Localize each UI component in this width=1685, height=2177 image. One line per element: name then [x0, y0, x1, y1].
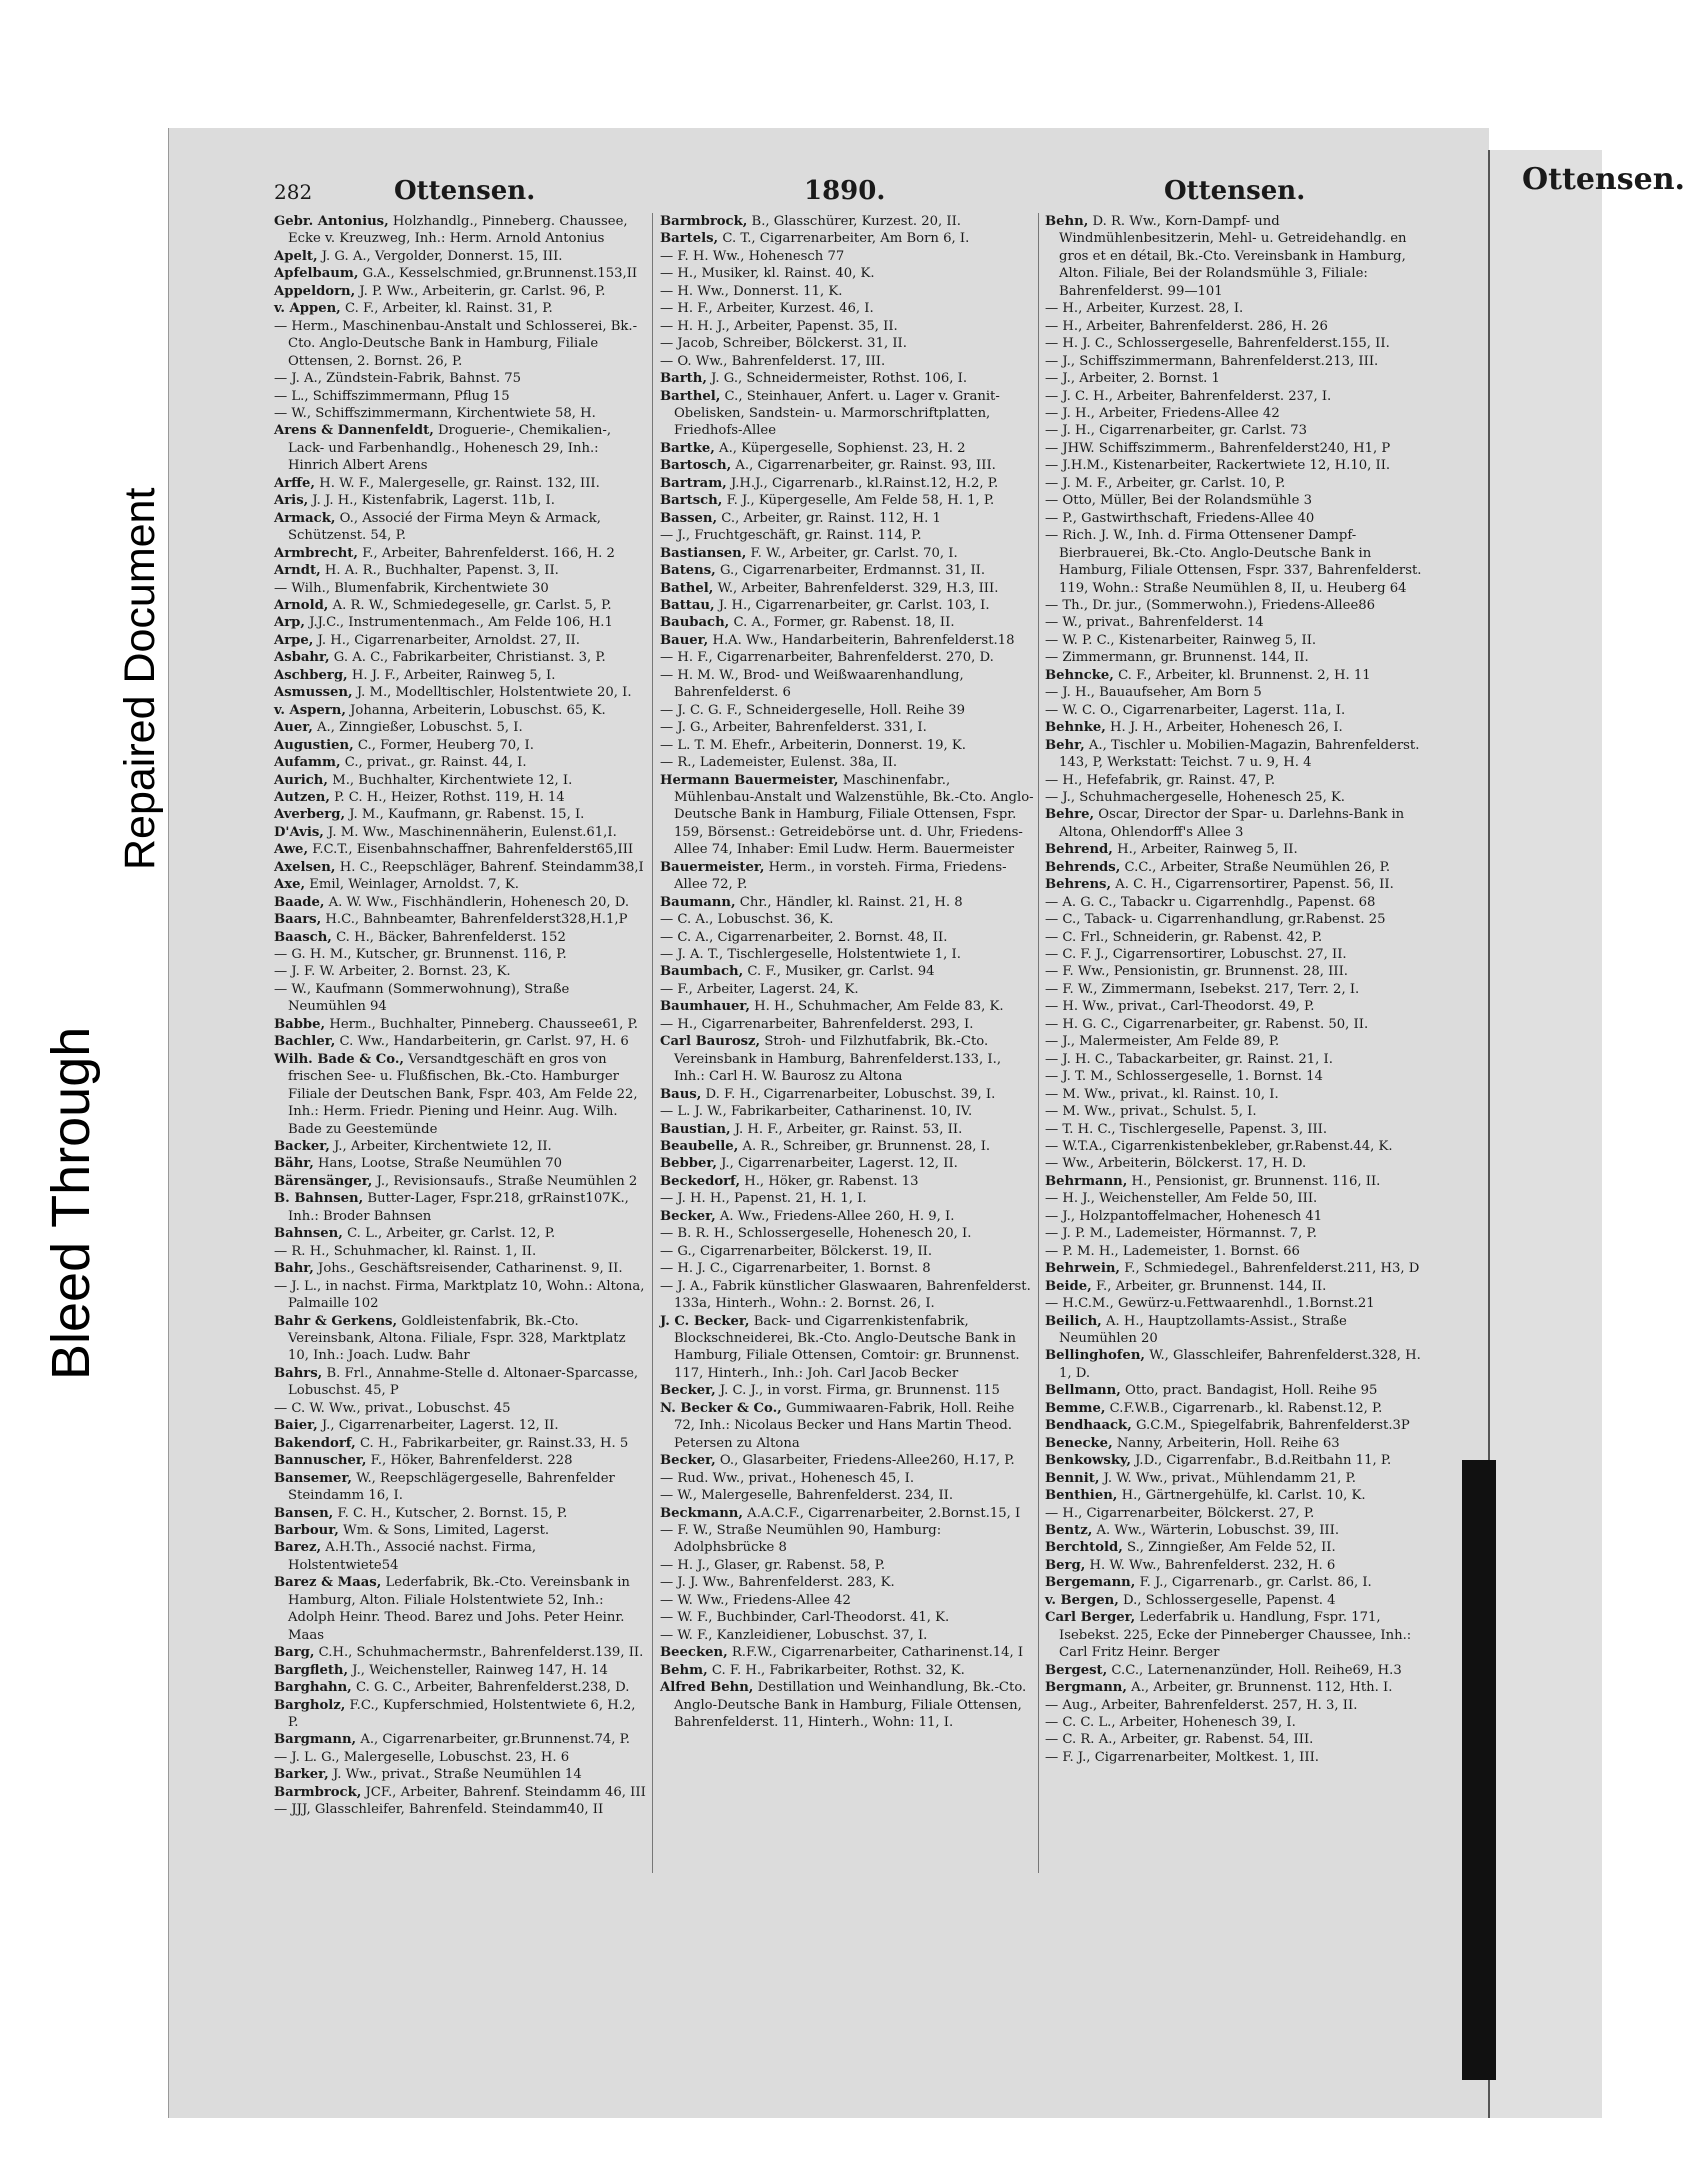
directory-entry: — A. G. C., Tabackr u. Cigarrenhdlg., Papenst. 68 [1045, 894, 1376, 910]
directory-entry: v. Bergen, D., Schlossergeselle, Papenst. 4 [1045, 1592, 1336, 1608]
directory-entry: Beide, F., Arbeiter, gr. Brunnenst. 144, II. [1045, 1278, 1327, 1294]
directory-entry: Hermann Bauermeister, Maschinenfabr., Mühlenbau-Anstalt und Walzenstühle, Bk.-Cto. Anglo-Deutsche Bank in Hamburg, Filiale Ottensen, Fspr. 159, Börsenst.: Getreidebörse unt. d. Uhr, Friedens-Allee 74, Inhaber: Emil Ludw. Herm. Bauermeister [660, 772, 1034, 858]
directory-entry: Bergest, C.C., Laternenanzünder, Holl. Reihe69, H.3 [1045, 1662, 1402, 1678]
directory-entry: Battau, J. H., Cigarrenarbeiter, gr. Carlst. 103, I. [660, 597, 990, 613]
directory-entry: Barg, C.H., Schuhmachermstr., Bahrenfelderst.139, II. [274, 1645, 644, 1661]
directory-entry: — H., Arbeiter, Bahrenfelderst. 286, H. 26 [1045, 318, 1328, 334]
directory-entry: Autzen, P. C. H., Heizer, Rothst. 119, H. 14 [274, 789, 565, 805]
directory-entry: — W. Ww., Friedens-Allee 42 [660, 1592, 851, 1608]
directory-entry: Bargfleth, J., Weichensteller, Rainweg 147, H. 14 [274, 1662, 608, 1678]
directory-entry: Bargholz, F.C., Kupferschmied, Holstentwiete 6, H.2, P. [274, 1697, 636, 1730]
directory-entry: — J. H. H., Papenst. 21, H. 1, I. [660, 1191, 867, 1207]
directory-entry: Behrwein, F., Schmiedegel., Bahrenfelderst.211, H3, D [1045, 1261, 1420, 1277]
directory-entry: Bahrs, B. Frl., Annahme-Stelle d. Altonaer-Sparcasse, Lobuschst. 45, P [274, 1365, 639, 1399]
directory-entry: Behrens, A. C. H., Cigarrensortirer, Papenst. 56, II. [1045, 877, 1394, 893]
directory-entry: — J. H., Bauaufseher, Am Born 5 [1045, 685, 1262, 701]
directory-entry: — H., Musiker, kl. Rainst. 40, K. [660, 266, 875, 282]
directory-entry: Beckmann, A.A.C.F., Cigarrenarbeiter, 2.Bornst.15, I [660, 1505, 1021, 1521]
directory-entry: — C. W. Ww., privat., Lobuschst. 45 [274, 1400, 511, 1416]
directory-entry: — J., Schiffszimmermann, Bahrenfelderst.213, III. [1045, 353, 1379, 369]
directory-entry: Baier, J., Cigarrenarbeiter, Lagerst. 12, II. [274, 1418, 559, 1434]
directory-entry: Bartels, C. T., Cigarrenarbeiter, Am Born 6, I. [660, 231, 970, 247]
directory-entry: Baumbach, C. F., Musiker, gr. Carlst. 94 [660, 964, 935, 980]
directory-entry: Barez, A.H.Th., Associé nachst. Firma, Holstentwiete54 [274, 1540, 537, 1573]
bleed-through-label: Bleed Through [41, 1026, 101, 1380]
directory-entry: Apfelbaum, G.A., Kesselschmied, gr.Brunnenst.153,II [274, 266, 638, 282]
directory-entry: — H. J., Glaser, gr. Rabenst. 58, P. [660, 1557, 886, 1573]
directory-entry: Baubach, C. A., Former, gr. Rabenst. 18, II. [660, 615, 955, 631]
directory-entry: — Otto, Müller, Bei der Rolandsmühle 3 [1045, 493, 1312, 509]
directory-entry: — J. L. G., Malergeselle, Lobuschst. 23, H. 6 [274, 1749, 570, 1765]
directory-entry: Appeldorn, J. P. Ww., Arbeiterin, gr. Carlst. 96, P. [274, 283, 606, 299]
directory-entry: — W. F., Kanzleidiener, Lobuschst. 37, I. [660, 1627, 928, 1643]
directory-entry: — F. Ww., Pensionistin, gr. Brunnenst. 28, III. [1045, 964, 1348, 980]
directory-entry: Beckedorf, H., Höker, gr. Rabenst. 13 [660, 1173, 919, 1189]
directory-entry: Beecken, R.F.W., Cigarrenarbeiter, Catharinenst.14, I [660, 1645, 1024, 1661]
directory-entry: — G. H. M., Kutscher, gr. Brunnenst. 116, P. [274, 947, 567, 963]
directory-entry: Asbahr, G. A. C., Fabrikarbeiter, Christianst. 3, P. [274, 650, 606, 666]
directory-entry: Barbour, Wm. & Sons, Limited, Lagerst. [274, 1522, 550, 1538]
directory-entry: — J., Arbeiter, 2. Bornst. 1 [1045, 371, 1220, 387]
directory-entry: — W. C. O., Cigarrenarbeiter, Lagerst. 11a, I. [1045, 702, 1346, 718]
directory-entry: — C. F. J., Cigarrensortirer, Lobuschst. 27, II. [1045, 947, 1347, 963]
directory-entry: Aufamm, C., privat., gr. Rainst. 44, I. [274, 755, 527, 771]
directory-entry: Bartosch, A., Cigarrenarbeiter, gr. Rainst. 93, III. [660, 458, 996, 474]
directory-column-2 [660, 213, 1034, 1731]
directory-entry: — Aug., Arbeiter, Bahrenfelderst. 257, H. 3, II. [1045, 1697, 1358, 1713]
directory-entry: Bannuscher, F., Höker, Bahrenfelderst. 228 [274, 1453, 573, 1469]
directory-entry: Bartsch, F. J., Küpergeselle, Am Felde 58, H. 1, P. [660, 493, 995, 509]
directory-entry: — J. H. C., Tabackarbeiter, gr. Rainst. 21, I. [1045, 1051, 1333, 1067]
directory-entry: — J. C. H., Arbeiter, Bahrenfelderst. 237, I. [1045, 388, 1332, 404]
directory-entry: — W., privat., Bahrenfelderst. 14 [1045, 615, 1264, 631]
directory-entry: — F. W., Straße Neumühlen 90, Hamburg: Adolphsbrücke 8 [660, 1522, 942, 1556]
directory-entry: Auer, A., Zinngießer, Lobuschst. 5, I. [274, 720, 523, 736]
directory-entry: Bartram, J.H.J., Cigarrenarb., kl.Rainst.12, H.2, P. [660, 475, 999, 491]
directory-entry: — Rich. J. W., Inh. d. Firma Ottensener Dampf-Bierbrauerei, Bk.-Cto. Anglo-Deutsche Bank in Hamburg, Filiale Ottensen, Fspr. 337, Bahrenfelderst. 119, Wohn.: Straße Neumühlen 8, II, u. Heuberg 64 [1045, 528, 1422, 596]
directory-entry: Aurich, M., Buchhalter, Kirchentwiete 12, I. [274, 772, 573, 788]
directory-entry: Benkowsky, J.D., Cigarrenfabr., B.d.Reitbahn 11, P. [1045, 1453, 1392, 1469]
directory-entry: — C. A., Cigarrenarbeiter, 2. Bornst. 48, II. [660, 929, 948, 945]
facing-page-strip [1508, 150, 1685, 2118]
directory-entry: J. C. Becker, Back- und Cigarrenkistenfabrik, Blockschneiderei, Bk.-Cto. Anglo-Deutsche Bank in Hamburg, Filiale Ottensen, Comtoir: gr. Brunnenst. 117, Hinterh., Inh.: Joh. Carl Jacob Becker [660, 1313, 1020, 1381]
directory-entry: Bergemann, F. J., Cigarrenarb., gr. Carlst. 86, I. [1045, 1575, 1372, 1591]
directory-entry: — H. F., Arbeiter, Kurzest. 46, I. [660, 301, 874, 317]
directory-entry: Barmbrock, B., Glasschürer, Kurzest. 20, II. [660, 214, 961, 229]
directory-entry: — H., Cigarrenarbeiter, Bölckerst. 27, P. [1045, 1505, 1315, 1521]
directory-entry: — J. T. M., Schlossergeselle, 1. Bornst. 14 [1045, 1069, 1323, 1085]
directory-entry: Apelt, J. G. A., Vergolder, Donnerst. 15, III. [274, 248, 563, 264]
directory-entry: — H.C.M., Gewürz-u.Fettwaarenhdl., 1.Bornst.21 [1045, 1296, 1375, 1312]
directory-entry: — F. H. Ww., Hohenesch 77 [660, 248, 845, 264]
right-running-title: Ottensen. [1164, 176, 1306, 206]
directory-entry: — Rud. Ww., privat., Hohenesch 45, I. [660, 1470, 915, 1486]
directory-entry: — J. P. M., Lademeister, Hörmannst. 7, P. [1045, 1226, 1317, 1242]
directory-entry: — Wilh., Blumenfabrik, Kirchentwiete 30 [274, 580, 549, 596]
directory-entry: — J. A. T., Tischlergeselle, Holstentwiete 1, I. [660, 947, 961, 963]
page-header [274, 176, 1454, 216]
directory-entry: — Th., Dr. jur., (Sommerwohn.), Friedens-Allee86 [1045, 597, 1376, 613]
directory-column-3 [1045, 213, 1425, 1766]
directory-entry: Baus, D. F. H., Cigarrenarbeiter, Lobuschst. 39, I. [660, 1086, 996, 1102]
directory-entry: Bassen, C., Arbeiter, gr. Rainst. 112, H. 1 [660, 510, 941, 526]
directory-entry: — L. T. M. Ehefr., Arbeiterin, Donnerst. 19, K. [660, 737, 966, 753]
directory-entry: — J.H.M., Kistenarbeiter, Rackertwiete 12, H.10, II. [1045, 458, 1391, 474]
directory-entry: — W., Malergeselle, Bahrenfelderst. 234, II. [660, 1488, 954, 1504]
directory-entry: Augustien, C., Former, Heuberg 70, I. [274, 737, 534, 753]
directory-entry: Bansemer, W., Reepschlägergeselle, Bahrenfelder Steindamm 16, I. [274, 1470, 615, 1504]
directory-entry: — H. J. C., Cigarrenarbeiter, 1. Bornst. 8 [660, 1261, 931, 1277]
directory-entry: B. Bahnsen, Butter-Lager, Fspr.218, grRainst107K., Inh.: Broder Bahnsen [274, 1191, 629, 1224]
directory-entry: Bastiansen, F. W., Arbeiter, gr. Carlst. 70, I. [660, 545, 958, 561]
directory-entry: — J. A., Fabrik künstlicher Glaswaaren, Bahrenfelderst. 133a, Hinterh., Wohn.: 2. Bornst. 26, I. [660, 1278, 1031, 1312]
directory-entry: Behre, Oscar, Director der Spar- u. Darlehns-Bank in Altona, Ohlendorff's Allee 3 [1045, 807, 1405, 840]
facing-page-title: Ottensen. [1522, 162, 1685, 197]
directory-entry: Carl Baurosz, Stroh- und Filzhutfabrik, Bk.-Cto. Vereinsbank in Hamburg, Bahrenfelderst.133, I., Inh.: Carl H. W. Baurosz zu Altona [660, 1034, 1002, 1085]
directory-entry: — C. Frl., Schneiderin, gr. Rabenst. 42, P. [1045, 929, 1323, 945]
directory-entry: — H. F., Cigarrenarbeiter, Bahrenfelderst. 270, D. [660, 650, 994, 666]
directory-entry: Bellinghofen, W., Glasschleifer, Bahrenfelderst.328, H. 1, D. [1045, 1348, 1421, 1381]
directory-entry: Arndt, H. A. R., Buchhalter, Papenst. 3, II. [274, 563, 559, 579]
directory-entry: — Jacob, Schreiber, Bölckerst. 31, II. [660, 336, 907, 352]
directory-entry: Bathel, W., Arbeiter, Bahrenfelderst. 329, H.3, III. [660, 580, 999, 596]
directory-entry: — L. J. W., Fabrikarbeiter, Catharinenst. 10, IV. [660, 1104, 973, 1120]
directory-entry: Behr, A., Tischler u. Mobilien-Magazin, Bahrenfelderst. 143, P, Werkstatt: Teichst. 7 u. 9, H. 4 [1045, 737, 1420, 771]
directory-entry: Bebber, J., Cigarrenarbeiter, Lagerst. 12, II. [660, 1156, 958, 1172]
directory-entry: Bentz, A. Ww., Wärterin, Lobuschst. 39, III. [1045, 1522, 1340, 1538]
directory-entry: Bahr & Gerkens, Goldleistenfabrik, Bk.-Cto. Vereinsbank, Altona. Filiale, Fspr. 328, Marktplatz 10, Inh.: Joach. Ludw. Bahr [274, 1313, 626, 1364]
directory-entry: Barghahn, C. G. C., Arbeiter, Bahrenfelderst.238, D. [274, 1680, 630, 1696]
directory-entry: Benecke, Nanny, Arbeiterin, Holl. Reihe 63 [1045, 1435, 1340, 1451]
directory-entry: — H. Ww., Donnerst. 11, K. [660, 283, 843, 299]
directory-entry: v. Appen, C. F., Arbeiter, kl. Rainst. 31, P. [274, 301, 553, 317]
directory-entry: N. Becker & Co., Gummiwaaren-Fabrik, Holl. Reihe 72, Inh.: Nicolaus Becker und Hans Martin Theod. Petersen zu Altona [660, 1400, 1015, 1451]
book-spine [1462, 1460, 1496, 2080]
directory-entry: Carl Berger, Lederfabrik u. Handlung, Fspr. 171, Isebekst. 225, Ecke der Pinneberger Chaussee, Inh.: Carl Fritz Heinr. Berger [1045, 1610, 1412, 1661]
directory-entry: D'Avis, J. M. Ww., Maschinennäherin, Eulenst.61,I. [274, 824, 617, 840]
directory-entry: — R., Lademeister, Eulenst. 38a, II. [660, 755, 898, 771]
directory-entry: — L., Schiffszimmermann, Pflug 15 [274, 388, 510, 404]
directory-entry: Barker, J. Ww., privat., Straße Neumühlen 14 [274, 1767, 582, 1783]
directory-entry: Bähr, Hans, Lootse, Straße Neumühlen 70 [274, 1156, 563, 1172]
directory-entry: v. Aspern, Johanna, Arbeiterin, Lobuschst. 65, K. [274, 702, 606, 718]
directory-entry: Armbrecht, F., Arbeiter, Bahrenfelderst. 166, H. 2 [274, 545, 615, 561]
directory-entry: — M. Ww., privat., kl. Rainst. 10, I. [1045, 1086, 1279, 1102]
directory-entry: — H., Cigarrenarbeiter, Bahrenfelderst. 293, I. [660, 1016, 974, 1032]
directory-entry: — W., Schiffszimmermann, Kirchentwiete 58, H. [274, 405, 596, 421]
directory-entry: — J. H., Arbeiter, Friedens-Allee 42 [1045, 405, 1280, 421]
directory-entry: Behrends, C.C., Arbeiter, Straße Neumühlen 26, P. [1045, 859, 1391, 875]
directory-entry: — W. F., Buchbinder, Carl-Theodorst. 41, K. [660, 1610, 950, 1626]
directory-entry: — J. M. F., Arbeiter, gr. Carlst. 10, P. [1045, 475, 1286, 491]
directory-entry: — J. F. W. Arbeiter, 2. Bornst. 23, K. [274, 964, 511, 980]
directory-entry: Averberg, J. M., Kaufmann, gr. Rabenst. 15, I. [274, 807, 585, 823]
directory-entry: — H. G. C., Cigarrenarbeiter, gr. Rabenst. 50, II. [1045, 1016, 1369, 1032]
directory-entry: — Ww., Arbeiterin, Bölckerst. 17, H. D. [1045, 1156, 1307, 1172]
directory-entry: Backer, J., Arbeiter, Kirchentwiete 12, II. [274, 1139, 552, 1155]
directory-entry: Becker, A. Ww., Friedens-Allee 260, H. 9, I. [660, 1208, 955, 1224]
directory-entry: — H. H. J., Arbeiter, Papenst. 35, II. [660, 318, 898, 334]
directory-entry: Bergmann, A., Arbeiter, gr. Brunnenst. 112, Hth. I. [1045, 1680, 1393, 1696]
directory-entry: Barthel, C., Steinhauer, Anfert. u. Lager v. Granit-Obelisken, Sandstein- u. Marmorschriftplatten, Friedhofs-Allee [660, 388, 1000, 439]
directory-entry: Bahnsen, C. L., Arbeiter, gr. Carlst. 12, P. [274, 1226, 556, 1242]
directory-entry: Beaubelle, A. R., Schreiber, gr. Brunnenst. 28, I. [660, 1139, 991, 1155]
directory-entry: Bachler, C. Ww., Handarbeiterin, gr. Carlst. 97, H. 6 [274, 1034, 629, 1050]
directory-entry: Aschberg, H. J. F., Arbeiter, Rainweg 5, I. [274, 667, 556, 683]
directory-entry: — JHW. Schiffszimmerm., Bahrenfelderst240, H1, P [1045, 440, 1391, 456]
directory-entry: Beilich, A. H., Hauptzollamts-Assist., Straße Neumühlen 20 [1045, 1313, 1347, 1346]
side-labels [30, 230, 190, 1410]
left-running-title: Ottensen. [394, 176, 536, 206]
directory-entry: Bennit, J. W. Ww., privat., Mühlendamm 21, P. [1045, 1470, 1356, 1486]
directory-entry: Bartke, A., Küpergeselle, Sophienst. 23, H. 2 [660, 440, 966, 456]
directory-entry: — JJJ, Glasschleifer, Bahrenfeld. Steindamm40, II [274, 1802, 604, 1818]
directory-entry: Arffe, H. W. F., Malergeselle, gr. Rainst. 132, III. [274, 475, 600, 491]
directory-entry: Axe, Emil, Weinlager, Arnoldst. 7, K. [274, 877, 519, 893]
directory-entry: — H. J. C., Schlossergeselle, Bahrenfelderst.155, II. [1045, 336, 1390, 352]
page-year: 1890. [804, 176, 886, 206]
directory-entry: Awe, F.C.T., Eisenbahnschaffner, Bahrenfelderst65,III [274, 842, 634, 858]
directory-entry: Bemme, C.F.W.B., Cigarrenarb., kl. Rabenst.12, P. [1045, 1400, 1383, 1416]
directory-entry: — J., Malermeister, Am Felde 89, P. [1045, 1034, 1280, 1050]
directory-entry: — P., Gastwirthschaft, Friedens-Allee 40 [1045, 510, 1315, 526]
directory-entry: — Herm., Maschinenbau-Anstalt und Schlosserei, Bk.-Cto. Anglo-Deutsche Bank in Hamburg, Filiale Ottensen, 2. Bornst. 26, P. [274, 318, 638, 369]
directory-entry: — J. G., Arbeiter, Bahrenfelderst. 331, I. [660, 720, 927, 736]
directory-entry: — R. H., Schuhmacher, kl. Rainst. 1, II. [274, 1243, 537, 1259]
directory-entry: — C. C. L., Arbeiter, Hohenesch 39, I. [1045, 1714, 1296, 1730]
directory-entry: — T. H. C., Tischlergeselle, Papenst. 3, III. [1045, 1121, 1328, 1137]
directory-entry: — J., Schuhmachergeselle, Hohenesch 25, K. [1045, 789, 1345, 805]
directory-entry: Baasch, C. H., Bäcker, Bahrenfelderst. 152 [274, 929, 566, 945]
directory-entry: Behn, D. R. Ww., Korn-Dampf- und Windmühlenbesitzerin, Mehl- u. Getreidehandlg. en gros et en détail, Bk.-Cto. Vereinsbank in Hamburg, Alton. Filiale, Bei der Rolandsmühle 3, Filiale: Bahrenfelderst. 99—101 [1045, 214, 1407, 299]
directory-entry: Alfred Behn, Destillation und Weinhandlung, Bk.-Cto. Anglo-Deutsche Bank in Hamburg, Filiale Ottensen, Bahrenfelderst. 11, Hinterh., Wohn: 11, I. [660, 1680, 1027, 1730]
directory-entry: — C. A., Lobuschst. 36, K. [660, 912, 834, 928]
directory-entry: Arpe, J. H., Cigarrenarbeiter, Arnoldst. 27, II. [274, 632, 580, 648]
directory-entry: Behm, C. F. H., Fabrikarbeiter, Rothst. 32, K. [660, 1662, 965, 1678]
directory-entry: Barth, J. G., Schneidermeister, Rothst. 106, I. [660, 371, 968, 387]
directory-entry: — H. Ww., privat., Carl-Theodorst. 49, P. [1045, 999, 1315, 1015]
directory-entry: Bellmann, Otto, pract. Bandagist, Holl. Reihe 95 [1045, 1383, 1378, 1399]
directory-entry: Berg, H. W. Ww., Bahrenfelderst. 232, H. 6 [1045, 1557, 1336, 1573]
directory-entry: — J. C. G. F., Schneidergeselle, Holl. Reihe 39 [660, 702, 966, 718]
directory-entry: Becker, O., Glasarbeiter, Friedens-Allee260, H.17, P. [660, 1453, 1015, 1469]
directory-entry: Bakendorf, C. H., Fabrikarbeiter, gr. Rainst.33, H. 5 [274, 1435, 629, 1451]
directory-entry: — H., Hefefabrik, gr. Rainst. 47, P. [1045, 772, 1276, 788]
directory-entry: Baade, A. W. Ww., Fischhändlerin, Hohenesch 20, D. [274, 894, 630, 910]
directory-entry: Gebr. Antonius, Holzhandlg., Pinneberg. Chaussee, Ecke v. Kreuzweg, Inh.: Herm. Arnold Antonius [274, 214, 628, 247]
directory-entry: Baars, H.C., Bahnbeamter, Bahrenfelderst328,H.1,P [274, 912, 628, 928]
directory-entry: — F. W., Zimmermann, Isebekst. 217, Terr. 2, I. [1045, 981, 1360, 997]
directory-entry: — J., Holzpantoffelmacher, Hohenesch 41 [1045, 1208, 1323, 1224]
directory-entry: — B. R. H., Schlossergeselle, Hohenesch 20, I. [660, 1226, 972, 1242]
directory-entry: Benthien, H., Gärtnergehülfe, kl. Carlst. 10, K. [1045, 1488, 1366, 1504]
directory-entry: Babbe, Herm., Buchhalter, Pinneberg. Chaussee61, P. [274, 1016, 638, 1032]
directory-entry: Bansen, F. C. H., Kutscher, 2. Bornst. 15, P. [274, 1505, 568, 1521]
directory-entry: — H., Arbeiter, Kurzest. 28, I. [1045, 301, 1244, 317]
directory-entry: Becker, J. C. J., in vorst. Firma, gr. Brunnenst. 115 [660, 1383, 1000, 1399]
directory-entry: — W., Kaufmann (Sommerwohnung), Straße Neumühlen 94 [274, 981, 570, 1015]
directory-entry: — H. M. W., Brod- und Weißwaarenhandlung, Bahrenfelderst. 6 [660, 667, 964, 701]
directory-entry: Bahr, Johs., Geschäftsreisender, Catharinenst. 9, II. [274, 1261, 623, 1277]
directory-entry: — O. Ww., Bahrenfelderst. 17, III. [660, 353, 886, 369]
column-divider [1038, 213, 1039, 1873]
directory-entry: — J. L., in nachst. Firma, Marktplatz 10, Wohn.: Altona, Palmaille 102 [274, 1278, 645, 1312]
directory-entry: Baumhauer, H. H., Schuhmacher, Am Felde 83, K. [660, 999, 1004, 1015]
directory-entry: — P. M. H., Lademeister, 1. Bornst. 66 [1045, 1243, 1300, 1259]
repaired-document-label: Repaired Document [116, 487, 164, 870]
directory-entry: Behnke, H. J. H., Arbeiter, Hohenesch 26, I. [1045, 720, 1343, 736]
directory-entry: Behrend, H., Arbeiter, Rainweg 5, II. [1045, 842, 1298, 858]
directory-entry: — W.T.A., Cigarrenkistenbekleber, gr.Rabenst.44, K. [1045, 1139, 1393, 1155]
directory-entry: Axelsen, H. C., Reepschläger, Bahrenf. Steindamm38,I [274, 859, 644, 875]
directory-entry: Behrmann, H., Pensionist, gr. Brunnenst. 116, II. [1045, 1173, 1381, 1189]
directory-entry: — J., Fruchtgeschäft, gr. Rainst. 114, P. [660, 528, 922, 544]
directory-entry: — F. J., Cigarrenarbeiter, Moltkest. 1, III. [1045, 1749, 1319, 1765]
directory-entry: Behncke, C. F., Arbeiter, kl. Brunnenst. 2, H. 11 [1045, 667, 1371, 683]
directory-column-1 [274, 213, 648, 1819]
directory-entry: Baumann, Chr., Händler, kl. Rainst. 21, H. 8 [660, 894, 963, 910]
directory-entry: Wilh. Bade & Co., Versandtgeschäft en gros von frischen See- u. Flußfischen, Bk.-Cto. Hamburger Filiale der Deutschen Bank, Fspr. 403, Am Felde 22, Inh.: Herm. Friedr. Piening und Heinr. Aug. Wilh. Bade zu Geestemünde [274, 1051, 638, 1137]
directory-entry: Bendhaack, G.C.M., Spiegelfabrik, Bahrenfelderst.3P [1045, 1418, 1410, 1434]
directory-entry: — M. Ww., privat., Schulst. 5, I. [1045, 1104, 1257, 1120]
directory-entry: Aris, J. J. H., Kistenfabrik, Lagerst. 11b, I. [274, 493, 555, 509]
facing-page-edge [1488, 150, 1685, 2118]
directory-entry: — C., Taback- u. Cigarrenhandlung, gr.Rabenst. 25 [1045, 912, 1386, 928]
directory-entry: Berchtold, S., Zinngießer, Am Felde 52, II. [1045, 1540, 1336, 1556]
directory-entry: Arp, J.J.C., Instrumentenmach., Am Felde 106, H.1 [274, 615, 613, 631]
directory-entry: — J. A., Zündstein-Fabrik, Bahnst. 75 [274, 371, 521, 387]
directory-entry: — J. J. Ww., Bahrenfelderst. 283, K. [660, 1575, 895, 1591]
directory-entry: Baustian, J. H. F., Arbeiter, gr. Rainst. 53, II. [660, 1121, 963, 1137]
directory-entry: Arens & Dannenfeldt, Droguerie-, Chemikalien-, Lack- und Farbenhandlg., Hohenesch 29, Inh.: Hinrich Albert Arens [274, 423, 612, 474]
directory-entry: Arnold, A. R. W., Schmiedegeselle, gr. Carlst. 5, P. [274, 597, 612, 613]
directory-entry: Barmbrock, JCF., Arbeiter, Bahrenf. Steindamm 46, III [274, 1784, 646, 1800]
directory-entry: Asmussen, J. M., Modelltischler, Holstentwiete 20, I. [274, 685, 632, 701]
directory-entry: — Zimmermann, gr. Brunnenst. 144, II. [1045, 650, 1309, 666]
directory-entry: Batens, G., Cigarrenarbeiter, Erdmannst. 31, II. [660, 563, 986, 579]
column-divider [652, 213, 653, 1873]
page-number: 282 [274, 180, 313, 204]
directory-entry: — G., Cigarrenarbeiter, Bölckerst. 19, II. [660, 1243, 933, 1259]
directory-entry: Barez & Maas, Lederfabrik, Bk.-Cto. Vereinsbank in Hamburg, Alton. Filiale Holstentwiete 52, Inh.: Adolph Heinr. Theod. Barez und Johs. Peter Heinr. Maas [274, 1575, 630, 1643]
directory-entry: Bargmann, A., Cigarrenarbeiter, gr.Brunnenst.74, P. [274, 1732, 630, 1748]
directory-entry: — J. H., Cigarrenarbeiter, gr. Carlst. 73 [1045, 423, 1307, 439]
directory-entry: — W. P. C., Kistenarbeiter, Rainweg 5, II. [1045, 632, 1317, 648]
directory-entry: — F., Arbeiter, Lagerst. 24, K. [660, 981, 859, 997]
directory-entry: Armack, O., Associé der Firma Meyn & Armack, Schützenst. 54, P. [274, 510, 601, 544]
directory-entry: Bauermeister, Herm., in vorsteh. Firma, Friedens-Allee 72, P. [660, 859, 1007, 893]
directory-entry: Bauer, H.A. Ww., Handarbeiterin, Bahrenfelderst.18 [660, 632, 1015, 648]
directory-entry: Bärensänger, J., Revisionsaufs., Straße Neumühlen 2 [274, 1173, 638, 1189]
directory-entry: — C. R. A., Arbeiter, gr. Rabenst. 54, III. [1045, 1732, 1314, 1748]
directory-entry: — H. J., Weichensteller, Am Felde 50, III. [1045, 1191, 1318, 1207]
